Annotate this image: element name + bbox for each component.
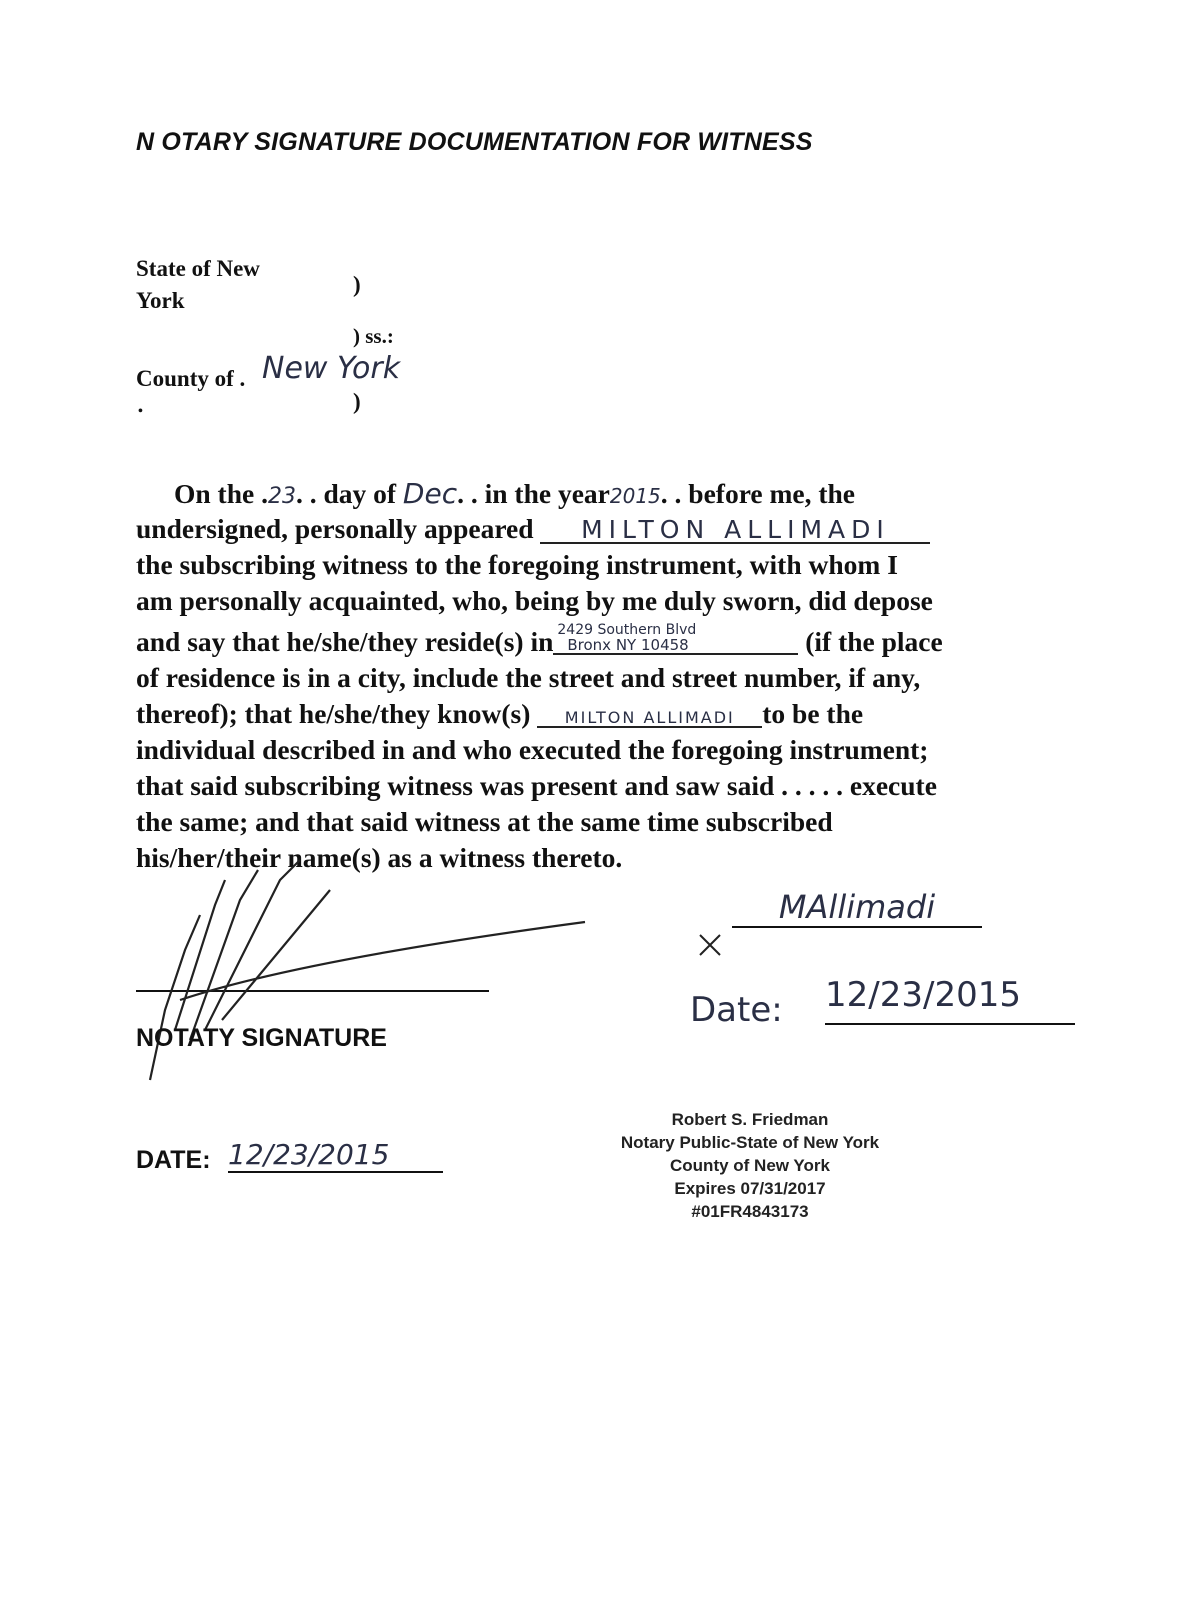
body-line-3: the subscribing witness to the foregoing instrument, with whom I <box>136 549 898 580</box>
stamp-expires: Expires 07/31/2017 <box>674 1179 826 1198</box>
state-line-1: State of New <box>136 256 260 281</box>
notary-stamp <box>590 1108 910 1223</box>
bullet: • <box>138 404 143 419</box>
body-line-10: the same; and that said witness at the same time subscribed <box>136 806 833 837</box>
notary-signature-label: NOTATY SIGNATURE <box>136 1024 387 1052</box>
body-line-8: individual described in and who executed the foregoing instrument; <box>136 734 929 765</box>
year-value: 2015 <box>609 484 661 508</box>
witness-date-value: 12/23/2015 <box>825 975 1075 1025</box>
address-line-2: Bronx NY 10458 <box>567 636 689 654</box>
county-value: New York <box>262 351 401 386</box>
stamp-county: County of New York <box>670 1156 830 1175</box>
appeared-name: MILTON ALLIMADI <box>540 517 930 544</box>
text: undersigned, personally appeared <box>136 513 541 544</box>
text: thereof); that he/she/they know(s) <box>136 698 538 729</box>
text: . . in the year <box>457 478 610 509</box>
state-line-2: York <box>136 288 185 313</box>
stamp-number: #01FR4843173 <box>691 1202 809 1221</box>
text: and say that he/she/they reside(s) in <box>136 626 554 657</box>
witness-signature: MAllimadi <box>732 888 982 928</box>
text: On the . <box>174 478 268 509</box>
stamp-name: Robert S. Friedman <box>671 1110 829 1129</box>
venue-ss: ) ss.: <box>353 324 394 348</box>
address-line-1: 2429 Southern Blvd <box>557 622 697 638</box>
body-line-9: that said subscribing witness was present and saw said . . . . . execute <box>136 770 937 801</box>
month-value: Dec <box>402 477 458 510</box>
stamp-title: Notary Public-State of New York <box>620 1133 880 1152</box>
witness-date-label: Date: <box>690 990 783 1030</box>
venue-paren-1: ) <box>353 272 361 297</box>
document-title: N OTARY SIGNATURE DOCUMENTATION FOR WITNESS <box>136 128 813 156</box>
body-line-6: of residence is in a city, include the street and street number, if any, <box>136 662 921 693</box>
x-mark <box>700 935 720 955</box>
notary-date-label: DATE: <box>136 1146 211 1174</box>
text: . . day of <box>295 478 403 509</box>
body-line-4: am personally acquainted, who, being by me duly sworn, did depose <box>136 585 933 616</box>
county-label: County of . <box>136 366 246 391</box>
known-name: MILTON ALLIMADI <box>537 710 762 728</box>
day-value: 23 <box>267 484 296 509</box>
text: . . before me, the <box>660 478 855 509</box>
venue-paren-2: ) <box>353 389 361 414</box>
notary-date-value: 12/23/2015 <box>228 1138 443 1173</box>
body-line-11: his/her/their name(s) as a witness thereto. <box>136 842 623 873</box>
text: (if the place <box>798 626 943 657</box>
text: to be the <box>762 698 864 729</box>
